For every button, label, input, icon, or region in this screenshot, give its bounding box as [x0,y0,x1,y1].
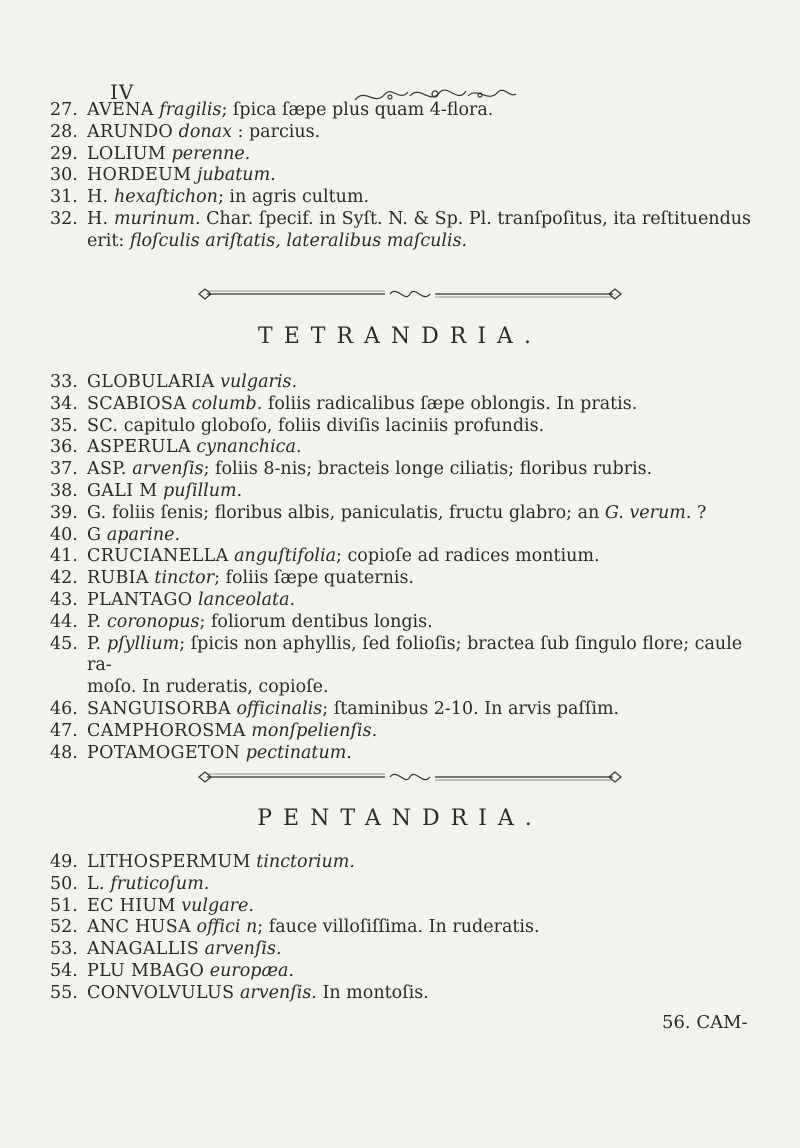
list-item: 50. L. fruticoſum. [50,873,210,894]
ornamental-rule-icon [195,285,625,303]
list-item: 31. H. hexaſtichon; in agris cultum. [50,187,370,208]
list-item: 46. SANGUISORBA officinalis; ſtaminibus 2-10. In arvis paſſim. [50,698,620,719]
list-item: 35. SC. capitulo globoſo, foliis diviſis laciniis profundis. [50,415,545,436]
catchword: 56. CAM- [662,1012,748,1033]
list-item: 33. GLOBULARIA vulgaris. [50,372,298,392]
list-item: 51. EC HIUM vulgare. [50,895,254,916]
list-item: 55. CONVOLVULUS arvenſis. In montoſis. [50,982,429,1003]
list-item: 37. ASP. arvenſis; foliis 8-nis; bracteis longe ciliatis; floribus rubris. [50,459,653,480]
entries-block-1 [50,100,760,253]
entries-block-2 [50,372,760,764]
list-item: 27. AVENA fragilis; ſpica ſæpe plus quam 4-flora. [50,100,494,120]
list-item: 53. ANAGALLIS arvenſis. [50,939,282,960]
list-item: 30. HORDEUM jubatum. [50,165,276,186]
list-item: 42. RUBIA tinctor; foliis ſæpe quaternis. [50,568,414,589]
list-item: 45. P. pſyllium; ſpicis non aphyllis, ſed folioſis; bractea ſub ſingulo flore; caule ra- moſo. In ruderatis, copioſe. [50,633,743,698]
entries-block-4 [50,852,760,1005]
list-item: 29. LOLIUM perenne. [50,143,251,164]
list-item: 54. PLU MBAGO europæa. [50,960,294,981]
list-item: 52. ANC HUSA offici n; fauce villoſiſſima. In ruderatis. [50,917,540,938]
list-item: 39. G. foliis ſenis; floribus albis, paniculatis, fructu glabro; an G. verum. ? [50,502,707,523]
section-title-pentandria: PENTANDRIA. [257,806,543,831]
section-title-tetrandria: TETRANDRIA. [258,324,542,349]
list-item: 47. CAMPHOROSMA monſpelienſis. [50,720,378,741]
list-item: 48. POTAMOGETON pectinatum. [50,742,352,763]
list-item: 28. ARUNDO donax : parcius. [50,121,321,142]
list-item: 32. H. murinum. Char. ſpecif. in Syſt. N. & Sp. Pl. tranſpoſitus, ita reſtituendus erit: floſculis ariſtatis, lateralibus maſculis. [50,208,752,251]
list-item: 44. P. coronopus; foliorum dentibus longis. [50,611,433,632]
list-item: 36. ASPERULA cynanchica. [50,437,302,458]
list-item: 34. SCABIOSA columb. foliis radicalibus ſæpe oblongis. In pratis. [50,393,638,414]
list-item: 40. G aparine. [50,524,181,545]
page-number: IV [110,80,135,104]
list-item: 38. GALI M puſillum. [50,480,243,501]
ornamental-rule-icon [195,768,625,786]
list-item: 43. PLANTAGO lanceolata. [50,589,296,610]
list-item: 49. LITHOSPERMUM tinctorium. [50,852,355,872]
list-item: 41. CRUCIANELLA anguſtifolia; copioſe ad radices montium. [50,546,600,567]
